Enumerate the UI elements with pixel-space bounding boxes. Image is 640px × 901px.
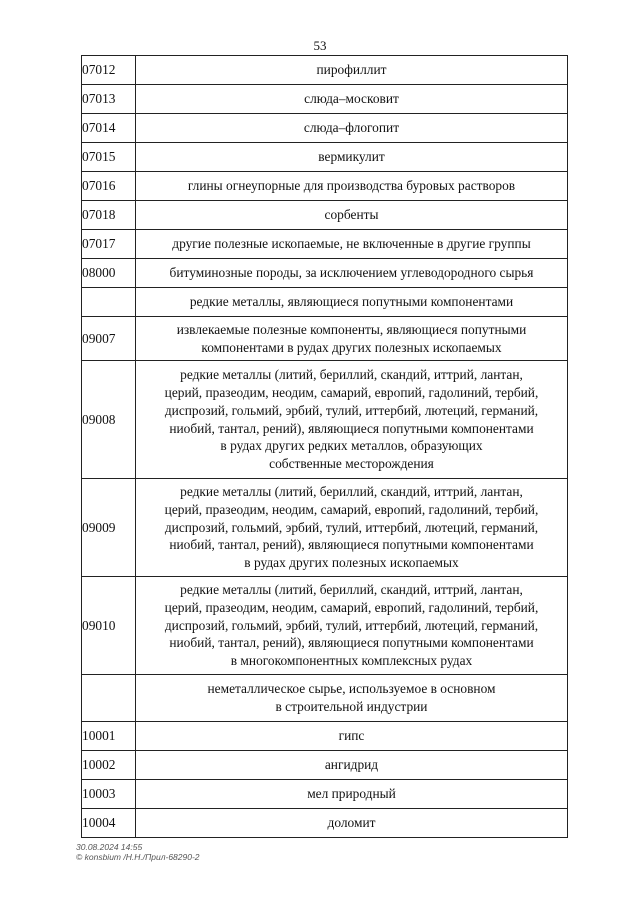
row-code: 09007 — [82, 317, 136, 361]
row-code: 09008 — [82, 361, 136, 479]
table-row — [82, 809, 568, 838]
row-name: гипс — [136, 722, 568, 751]
row-name: редкие металлы (литий, бериллий, скандий, иттрий, лантан, церий, празеодим, неодим, самарий, европий, гадолиний, тербий, диспрозий, гольмий, эрбий, тулий, иттербий, лютеций, германий, ниобий, тантал, рений), являющиеся попутными компонентами в рудах других полезных ископаемых — [136, 479, 568, 577]
table-row — [82, 751, 568, 780]
table-row — [82, 780, 568, 809]
row-name: неметаллическое сырье, используемое в основном в строительной индустрии — [136, 675, 568, 722]
row-code: 09009 — [82, 479, 136, 577]
table-row — [82, 230, 568, 259]
classification-table — [81, 55, 568, 838]
row-code: 07018 — [82, 201, 136, 230]
row-code — [82, 288, 136, 317]
row-name: пирофиллит — [136, 56, 568, 85]
footer-timestamp: 30.08.2024 14:55 — [76, 842, 143, 852]
document-footer — [76, 842, 200, 862]
table-row — [82, 201, 568, 230]
row-name: редкие металлы, являющиеся попутными компонентами — [136, 288, 568, 317]
row-name: извлекаемые полезные компоненты, являющиеся попутными компонентами в рудах других полезных ископаемых — [136, 317, 568, 361]
row-code — [82, 675, 136, 722]
row-name: доломит — [136, 809, 568, 838]
table-row — [82, 114, 568, 143]
row-name: редкие металлы (литий, бериллий, скандий, иттрий, лантан, церий, празеодим, неодим, самарий, европий, гадолиний, тербий, диспрозий, гольмий, эрбий, тулий, иттербий, лютеций, германий, ниобий, тантал, рений), являющиеся попутными компонентами в рудах других редких металлов, образующих собственные месторождения — [136, 361, 568, 479]
page-number: 53 — [313, 38, 327, 53]
row-code: 07014 — [82, 114, 136, 143]
table-row — [82, 288, 568, 317]
row-code: 08000 — [82, 259, 136, 288]
row-name: глины огнеупорные для производства буровых растворов — [136, 172, 568, 201]
table-row — [82, 259, 568, 288]
row-code: 07012 — [82, 56, 136, 85]
table-row — [82, 361, 568, 479]
row-name: мел природный — [136, 780, 568, 809]
row-code: 09010 — [82, 577, 136, 675]
table-row — [82, 317, 568, 361]
row-code: 10001 — [82, 722, 136, 751]
row-code: 07017 — [82, 230, 136, 259]
table-row — [82, 479, 568, 577]
table-row — [82, 143, 568, 172]
row-code: 10002 — [82, 751, 136, 780]
row-code: 07015 — [82, 143, 136, 172]
row-code: 07013 — [82, 85, 136, 114]
table-row — [82, 85, 568, 114]
row-name: редкие металлы (литий, бериллий, скандий, иттрий, лантан, церий, празеодим, неодим, самарий, европий, гадолиний, тербий, диспрозий, гольмий, эрбий, тулий, иттербий, лютеций, германий, ниобий, тантал, рений), являющиеся попутными компонентами в многокомпонентных комплексных рудах — [136, 577, 568, 675]
table-row — [82, 722, 568, 751]
table-row — [82, 56, 568, 85]
row-name: битуминозные породы, за исключением углеводородного сырья — [136, 259, 568, 288]
row-code: 10003 — [82, 780, 136, 809]
row-name: сорбенты — [136, 201, 568, 230]
row-name: ангидрид — [136, 751, 568, 780]
row-name: вермикулит — [136, 143, 568, 172]
row-code: 10004 — [82, 809, 136, 838]
row-name: слюда–флогопит — [136, 114, 568, 143]
table-row — [82, 577, 568, 675]
table-body — [82, 56, 568, 838]
row-name: слюда–московит — [136, 85, 568, 114]
table-row — [82, 675, 568, 722]
table-row — [82, 172, 568, 201]
row-code: 07016 — [82, 172, 136, 201]
footer-document-id: © konsbium /Н.Н./Прил-68290-2 — [76, 852, 200, 862]
row-name: другие полезные ископаемые, не включенные в другие группы — [136, 230, 568, 259]
